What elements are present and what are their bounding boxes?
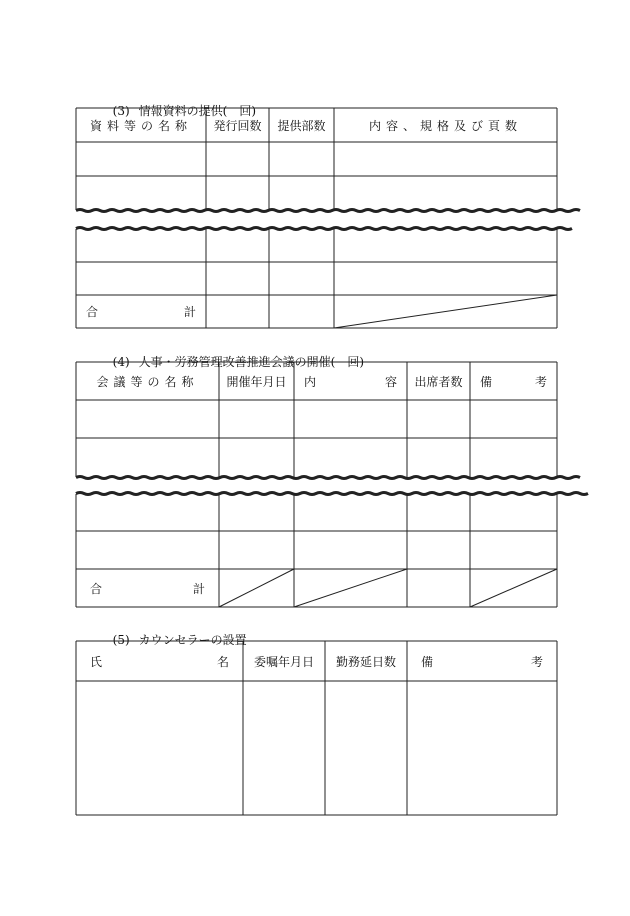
table4-header-remarks-left: 備 xyxy=(480,374,493,389)
section3-number: (3) xyxy=(112,104,130,118)
table3-total-diagonal xyxy=(334,295,557,328)
table4-header-content-right: 容 xyxy=(384,374,397,389)
table4-total-diagonal-date xyxy=(219,569,294,607)
table3-total-right: 計 xyxy=(183,305,196,319)
table5-header-name-left: 氏 xyxy=(90,654,103,669)
section4-title: 人事・労務管理改善推進会議の開催( 回) xyxy=(138,355,365,369)
section5-title: カウンセラーの設置 xyxy=(138,633,247,647)
table5-header-work-days: 勤務延日数 xyxy=(335,654,396,669)
table5-header-remarks-right: 考 xyxy=(530,654,543,669)
table3-header-content: 内容、規格及び頁数 xyxy=(368,118,522,133)
table4-header-date: 開催年月日 xyxy=(226,374,287,389)
table4-header-remarks xyxy=(470,362,557,400)
section3-title: 情報資料の提供( 回) xyxy=(138,104,257,118)
table3-total-left: 合 xyxy=(86,305,99,319)
table4-header-attendees: 出席者数 xyxy=(414,374,463,389)
table3-header-name: 資料等の名称 xyxy=(89,118,192,133)
table3-total-label xyxy=(76,295,206,328)
table5-header-name-right: 名 xyxy=(216,654,229,669)
table4-total-diagonal-remarks xyxy=(470,569,557,607)
table5-header-appointed-date: 委嘱年月日 xyxy=(253,654,314,669)
table5-header-remarks xyxy=(407,641,557,681)
table4-break-top xyxy=(76,477,580,479)
table5-header-remarks-left: 備 xyxy=(421,654,434,669)
table5-header-name xyxy=(76,641,243,681)
table4-header-name: 会議等の名称 xyxy=(96,374,199,389)
section5-number: (5) xyxy=(112,633,130,647)
table4-header-remarks-right: 考 xyxy=(534,374,547,389)
table3-header-issues: 発行回数 xyxy=(213,118,262,133)
table4-header-content-left: 内 xyxy=(304,374,317,389)
table4-break-bottom xyxy=(76,493,588,495)
table3-break-bottom xyxy=(76,228,572,230)
table4-header-content xyxy=(294,362,407,400)
section4-number: (4) xyxy=(112,355,130,369)
table4-total-label xyxy=(76,569,219,607)
table3-break-top xyxy=(76,210,580,212)
table4-total-left: 合 xyxy=(90,581,103,596)
table3-header-copies: 提供部数 xyxy=(277,118,326,133)
table4-total-right: 計 xyxy=(192,581,205,596)
table4-total-diagonal-content xyxy=(294,569,407,607)
